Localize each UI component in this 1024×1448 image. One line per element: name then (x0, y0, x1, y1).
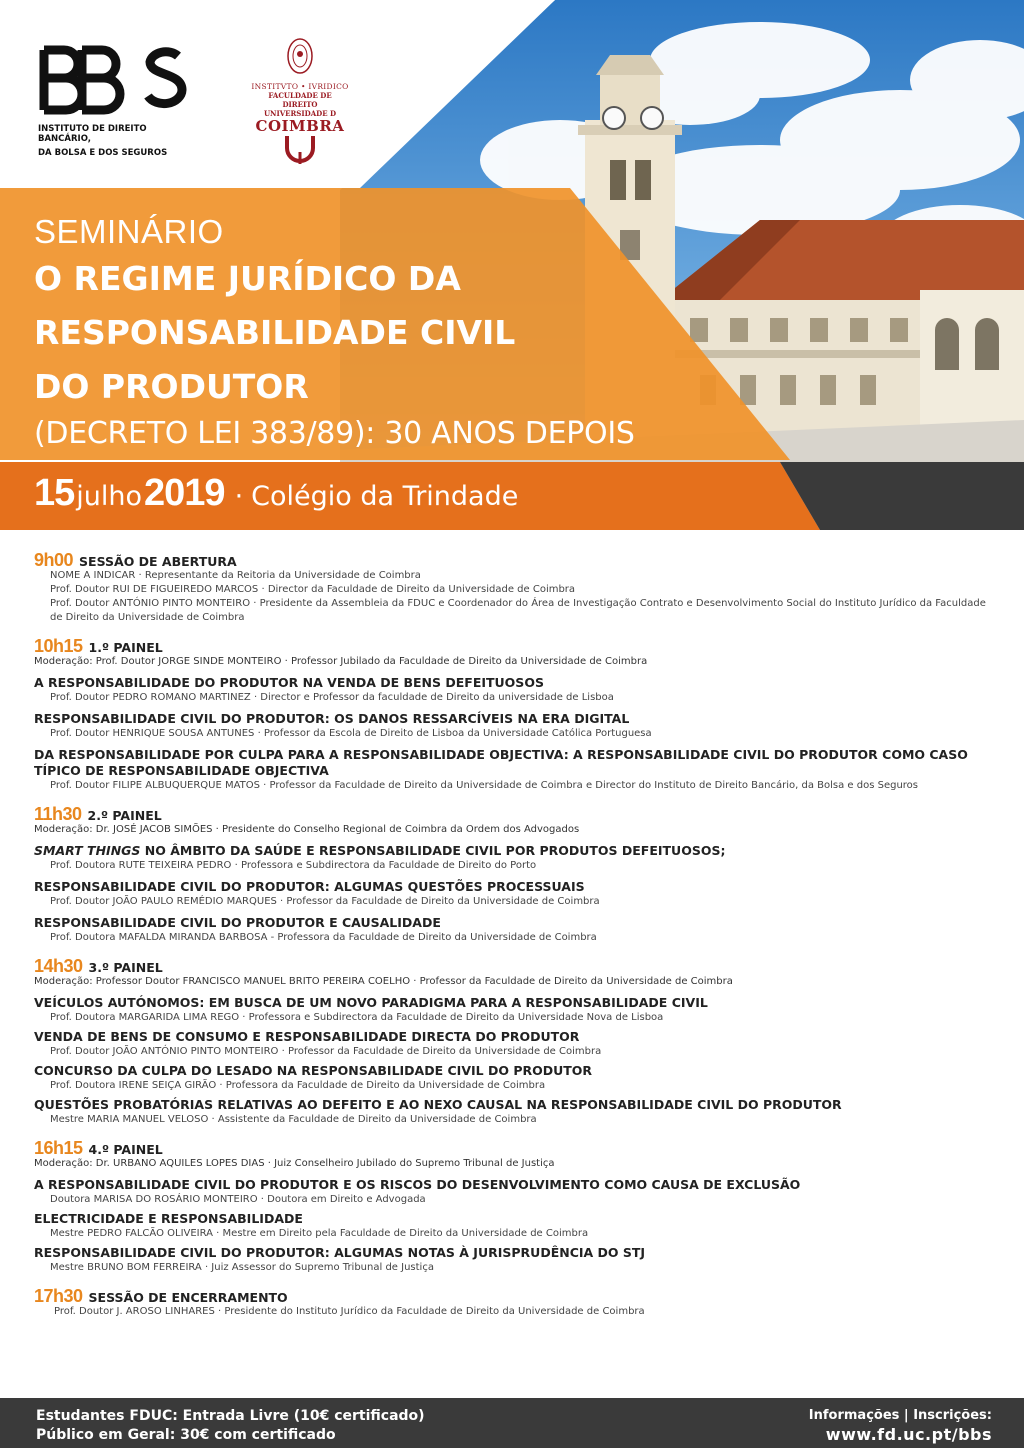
talk (34, 1211, 994, 1241)
session-label: 1.º PAINEL (88, 640, 163, 655)
session-time: 10h15 (34, 636, 83, 656)
university-coimbra-logo (250, 36, 350, 168)
session-panel-1 (34, 636, 994, 793)
talk-speaker: Prof. Doutora IRENE SEIÇA GIRÃO · Professora da Faculdade de Direito da Universidade de Coimbra (50, 1080, 546, 1091)
seminar-kicker: SEMINÁRIO (34, 213, 224, 250)
moderation-line: Moderação: Prof. Doutor JORGE SINDE MONTEIRO · Professor Jubilado da Faculdade de Direito da Universidade de Coimbra (34, 656, 648, 667)
university-seal-icon (285, 36, 315, 76)
talk (34, 1063, 994, 1093)
talk-title: SMART THINGS NO ÂMBITO DA SAÚDE E RESPONSABILIDADE CIVIL POR PRODUTOS DEFEITUOSOS; (34, 843, 726, 858)
session-label: 4.º PAINEL (88, 1142, 163, 1157)
talk (34, 1029, 994, 1059)
talk-speaker: Prof. Doutora RUTE TEIXEIRA PEDRO · Professora e Subdirectora da Faculdade de Direito do Porto (50, 860, 537, 871)
talk-title: QUESTÕES PROBATÓRIAS RELATIVAS AO DEFEITO E AO NEXO CAUSAL NA RESPONSABILIDADE CIVIL DO PRODUTOR (34, 1097, 842, 1112)
uc-logo-line3: UNIVERSIDADE D (263, 109, 337, 118)
talk (34, 995, 994, 1025)
talk-title: ELECTRICIDADE E RESPONSABILIDADE (34, 1211, 303, 1226)
uc-logo-line2: FACULDADE DE DIREITO (268, 91, 332, 109)
talk (34, 675, 994, 705)
talk (34, 843, 994, 873)
session-label: 2.º PAINEL (87, 808, 162, 823)
session-time: 11h30 (34, 804, 82, 824)
bbs-logo-line2: DA BOLSA E DOS SEGUROS (38, 148, 168, 158)
pricing-info (36, 1407, 425, 1445)
bbs-mark-icon (38, 44, 188, 116)
moderation-line: Moderação: Dr. JOSÉ JACOB SIMÕES · Presidente do Conselho Regional de Coimbra da Ordem dos Advogados (34, 824, 580, 835)
talk-speaker: Mestre BRUNO BOM FERREIRA · Juiz Assessor do Supremo Tribunal de Justiça (50, 1262, 434, 1273)
uc-logo-line1: INSTITVTO • IVRIDICO (251, 82, 349, 91)
session-label: SESSÃO DE ABERTURA (79, 554, 237, 569)
talk-speaker: Prof. Doutor JOÃO PAULO REMÉDIO MARQUES · Professor da Faculdade de Direito da Universidade de Coimbra (50, 896, 600, 907)
session-time: 16h15 (34, 1138, 83, 1158)
venue-name: Colégio da Trindade (251, 481, 519, 512)
date-month: julho (76, 481, 143, 512)
talk (34, 915, 994, 945)
talk-speaker: Mestre PEDRO FALCÃO OLIVEIRA · Mestre em Direito pela Faculdade de Direito da Universidade de Coimbra (50, 1228, 589, 1239)
talk-title: VEÍCULOS AUTÓNOMOS: EM BUSCA DE UM NOVO PARADIGMA PARA A RESPONSABILIDADE CIVIL (34, 995, 708, 1010)
session-time: 14h30 (34, 956, 83, 976)
talk-speaker: Prof. Doutor FILIPE ALBUQUERQUE MATOS · Professor da Faculdade de Direito da Universidade de Coimbra e Director do Instituto de Direito Bancário, da Bolsa e dos Seguros (50, 780, 918, 791)
talk (34, 747, 994, 793)
session-label: SESSÃO DE ENCERRAMENTO (88, 1290, 288, 1305)
seminar-subtitle: (DECRETO LEI 383/89): 30 ANOS DEPOIS (34, 416, 635, 451)
session-time: 9h00 (34, 550, 74, 570)
uc-logo-line4: COIMBRA (255, 117, 345, 135)
bbs-logo (38, 44, 198, 158)
session-label: 3.º PAINEL (88, 960, 163, 975)
talk-title: RESPONSABILIDADE CIVIL DO PRODUTOR: OS DANOS RESSARCÍVEIS NA ERA DIGITAL (34, 711, 630, 726)
registration-label: Informações | Inscrições: (808, 1408, 992, 1423)
talk-title: RESPONSABILIDADE CIVIL DO PRODUTOR: ALGUMAS NOTAS À JURISPRUDÊNCIA DO STJ (34, 1245, 646, 1260)
talk-speaker: Prof. Doutora MAFALDA MIRANDA BARBOSA - Professora da Faculdade de Direito da Universidade de Coimbra (50, 932, 597, 943)
moderation-line: Moderação: Professor Doutor FRANCISCO MANUEL BRITO PEREIRA COELHO · Professor da Faculdade de Direito da Universidade de Coimbra (34, 976, 733, 987)
talk-speaker: Prof. Doutora MARGARIDA LIMA REGO · Professora e Subdirectora da Faculdade de Direito da Universidade Nova de Lisboa (50, 1012, 664, 1023)
header-banner (0, 0, 1024, 530)
talk-title: VENDA DE BENS DE CONSUMO E RESPONSABILIDADE DIRECTA DO PRODUTOR (34, 1029, 580, 1044)
session-panel-2 (34, 804, 994, 945)
title-line-2: RESPONSABILIDADE CIVIL (34, 313, 516, 352)
talk-speaker: Mestre MARIA MANUEL VELOSO · Assistente da Faculdade de Direito da Universidade de Coimbra (50, 1114, 537, 1125)
title-line-3: DO PRODUTOR (34, 367, 309, 406)
title-line-1: O REGIME JURÍDICO DA (34, 259, 461, 298)
talk-title: RESPONSABILIDADE CIVIL DO PRODUTOR: ALGUMAS QUESTÕES PROCESSUAIS (34, 879, 585, 894)
program-schedule (34, 550, 994, 1330)
talk-speaker: Prof. Doutor HENRIQUE SOUSA ANTUNES · Professor da Escola de Direito de Lisboa da Universidade Católica Portuguesa (50, 728, 652, 739)
talk-speaker: Prof. Doutor JOÃO ANTÓNIO PINTO MONTEIRO · Professor da Faculdade de Direito da Universidade de Coimbra (50, 1046, 602, 1057)
date-venue-bar (34, 472, 518, 522)
talk-title: DA RESPONSABILIDADE POR CULPA PARA A RESPONSABILIDADE OBJECTIVA: A RESPONSABILIDADE CIVIL DO PRODUTOR COMO CASO TÍPICO DE RESPONSABILIDADE OBJECTIVA (34, 747, 968, 778)
speaker-line: Prof. Doutor ANTÓNIO PINTO MONTEIRO · Presidente da Assembleia da FDUC e Coordenador do Área de Investigação Contrato e Desenvolvimento Social do Instituto Jurídico da Faculdade de Direito da Universidade de Coimbra (50, 598, 986, 623)
talk-speaker: Prof. Doutor PEDRO ROMANO MARTINEZ · Director e Professor da faculdade de Direito da universidade de Lisboa (50, 692, 614, 703)
registration-url[interactable]: www.fd.uc.pt/bbs (825, 1425, 992, 1444)
pricing-students: Estudantes FDUC: Entrada Livre (10€ certificado) (36, 1408, 425, 1424)
date-day: 15 (34, 472, 75, 514)
moderation-line: Moderação: Dr. URBANO AQUILES LOPES DIAS · Juiz Conselheiro Jubilado do Supremo Tribunal de Justiça (34, 1158, 555, 1169)
talk (34, 1177, 994, 1207)
speaker-line: Prof. Doutor RUI DE FIGUEIREDO MARCOS · Director da Faculdade de Direito da Universidade de Coimbra (50, 584, 576, 595)
session-opening (34, 550, 994, 625)
bbs-logo-line1: INSTITUTO DE DIREITO BANCÁRIO, (38, 124, 147, 144)
session-panel-3 (34, 956, 994, 1127)
talk (34, 1097, 994, 1127)
session-panel-4 (34, 1138, 994, 1275)
date-separator: · (234, 481, 244, 512)
talk (34, 711, 994, 741)
session-time: 17h30 (34, 1286, 83, 1306)
speaker-line: NOME A INDICAR · Representante da Reitoria da Universidade de Coimbra (50, 570, 421, 581)
speaker-line: Prof. Doutor J. AROSO LINHARES · Presidente do Instituto Jurídico da Faculdade de Direito da Universidade de Coimbra (54, 1306, 645, 1317)
talk-title: CONCURSO DA CULPA DO LESADO NA RESPONSABILIDADE CIVIL DO PRODUTOR (34, 1063, 593, 1078)
pricing-public: Público em Geral: 30€ com certificado (36, 1427, 336, 1443)
footer-bar (0, 1398, 1024, 1448)
uc-u-mark-icon (283, 134, 317, 164)
talk-speaker: Doutora MARISA DO ROSÁRIO MONTEIRO · Doutora em Direito e Advogada (50, 1194, 426, 1205)
date-year: 2019 (144, 472, 225, 514)
talk-title: RESPONSABILIDADE CIVIL DO PRODUTOR E CAUSALIDADE (34, 915, 441, 930)
session-closing (34, 1286, 994, 1319)
registration-info (809, 1407, 992, 1445)
talk (34, 1245, 994, 1275)
talk-title: A RESPONSABILIDADE CIVIL DO PRODUTOR E OS RISCOS DO DESENVOLVIMENTO COMO CAUSA DE EXCLUSÃO (34, 1177, 801, 1192)
talk (34, 879, 994, 909)
talk-title: A RESPONSABILIDADE DO PRODUTOR NA VENDA DE BENS DEFEITUOSOS (34, 675, 544, 690)
seminar-title-block (34, 212, 635, 454)
